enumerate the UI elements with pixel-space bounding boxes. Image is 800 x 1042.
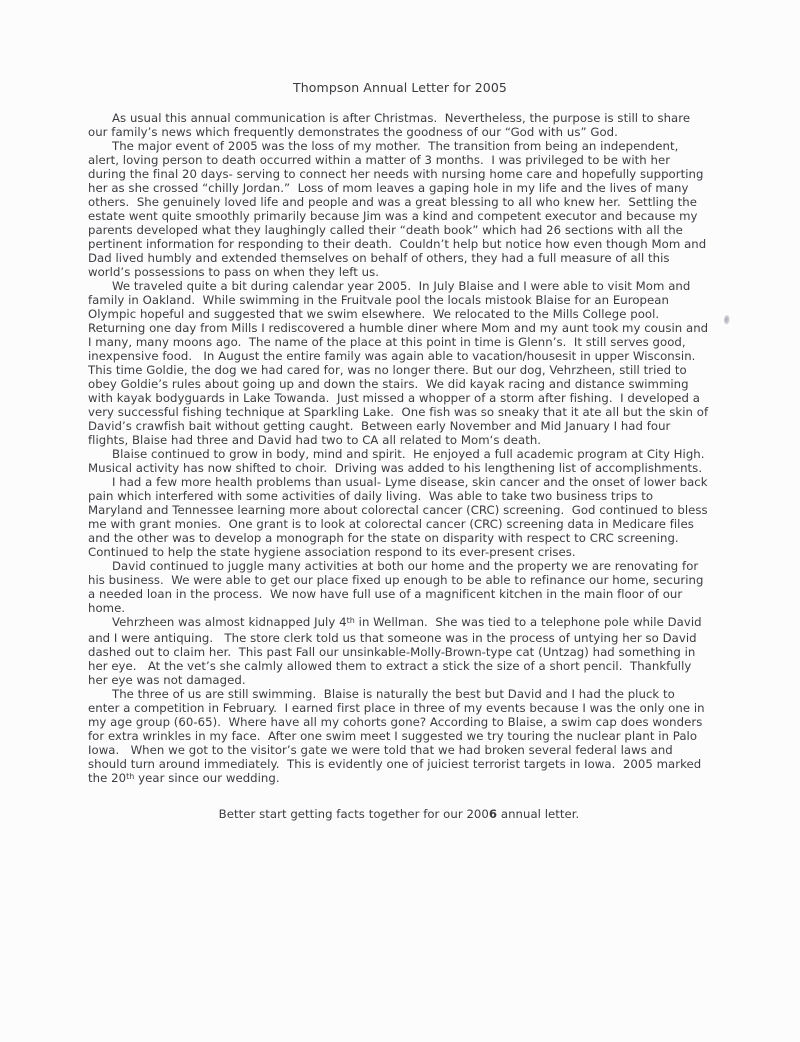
letter-paragraph: The major event of 2005 was the loss of my mother. The transition from being an independent, alert, loving person to death occurred within a matter of 3 months. I was privileged to be with her during the final 20 days- serving to connect her needs with nursing home care and hopefully supporting her as she crossed “chilly Jordan.” Loss of mom leaves a gaping hole in my life and the lives of many others. She genuinely loved life and people and was a great blessing to all who knew her. Settling the estate went quite smoothly primarily because Jim was a kind and competent executor and because my parents developed what they laughingly called their “death book” which had 26 sections with all the pertinent information for responding to their death. Couldn’t help but notice how even though Mom and Dad lived humbly and extended themselves on behalf of others, they had a full measure of all this world’s possessions to pass on when they left us. (88, 139, 707, 279)
letter-paragraph: We traveled quite a bit during calendar year 2005. In July Blaise and I were able to visit Mom and family in Oakland. While swimming in the Fruitvale pool the locals mistook Blaise for an European Olympic hopeful and suggested that we swim elsewhere. We relocated to the Mills College pool. Returning one day from Mills I rediscovered a humble diner where Mom and my aunt took my cousin and I many, many moons ago. The name of the place at this point in time is Glenn’s. It still serves good, inexpensive food. In August the entire family was again able to vacation/housesit in upper Wisconsin. This time Goldie, the dog we had cared for, was no longer there. But our dog, Vehrzheen, still tried to obey Goldie’s rules about going up and down the stairs. We did kayak racing and distance swimming with kayak bodyguards in Lake Towanda. Just missed a whopper of a storm after fishing. I developed a very successful fishing technique at Sparkling Lake. One fish was so sneaky that it ate all but the skin of David’s crawfish bait without getting caught. Between early November and Mid January I had four flights, Blaise had three and David had two to CA all related to Mom‘s death. (88, 279, 709, 447)
letter-paragraph: I had a few more health problems than usual- Lyme disease, skin cancer and the onset of lower back pain which interfered with some activities of daily living. Was able to take two business trips to Maryland and Tennessee learning more about colorectal cancer (CRC) screening. God continued to bless me with grant monies. One grant is to look at colorectal cancer (CRC) screening data in Medicare files and the other was to develop a monograph for the state on disparity with respect to CRC screening. Continued to help the state hygiene association respond to its ever-present crises. (88, 475, 708, 559)
letter-body (88, 111, 710, 821)
bold-text: 6 (488, 807, 498, 821)
closing-line: Better start getting facts together for our 2006 annual letter. (218, 807, 580, 821)
letter-paragraph: Vehrzheen was almost kidnapped July 4th in Wellman. She was tied to a telephone pole while David and I were antiquing. The store clerk told us that someone was in the process of untying her so David dashed out to claim her. This past Fall our unsinkable-Molly-Brown-type cat (Untzag) had something in her eye. At the vet’s she calmly allowed them to extract a stick the size of a short pencil. Thankfully her eye was not damaged. (88, 615, 702, 687)
letter-paragraph: David continued to juggle many activities at both our home and the property we are renovating for his business. We were able to get our place fixed up enough to be able to refinance our home, securing a needed loan in the process. We now have full use of a magnificent kitchen in the main floor of our home. (88, 559, 704, 615)
letter-title: Thompson Annual Letter for 2005 (293, 80, 507, 95)
superscript-text: th (126, 771, 135, 781)
letter-paragraph: As usual this annual communication is after Christmas. Nevertheless, the purpose is still to share our family’s news which frequently demonstrates the goodness of our “God with us” God. (88, 111, 691, 139)
superscript-text: th (346, 615, 355, 625)
letter-paragraph: The three of us are still swimming. Blaise is naturally the best but David and I had the pluck to enter a competition in February. I earned first place in three of my events because I was the only one in my age group (60-65). Where have all my cohorts gone? According to Blaise, a swim cap does wonders for extra wrinkles in my face. After one swim meet I suggested we try touring the nuclear plant in Palo Iowa. When we got to the visitor’s gate we were told that we had broken several federal laws and should turn around immediately. This is evidently one of juiciest terrorist targets in Iowa. 2005 marked the 20th year since our wedding. (88, 687, 705, 785)
scan-smudge-artifact (724, 315, 730, 325)
letter-paragraph: Blaise continued to grow in body, mind and spirit. He enjoyed a full academic program at City High. Musical activity has now shifted to choir. Driving was added to his lengthening list of accomplishments. (88, 447, 709, 475)
